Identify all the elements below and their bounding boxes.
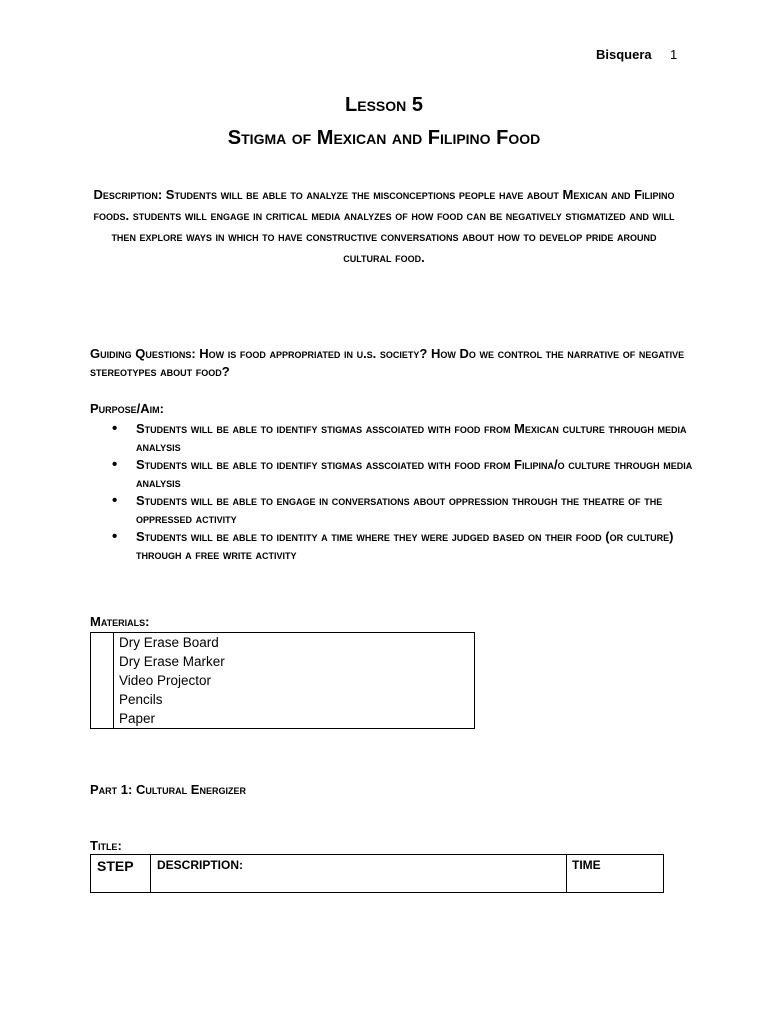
materials-item: Paper [119,711,156,726]
step-table-title-label: Title: [90,838,122,853]
materials-item: Dry Erase Marker [119,654,225,669]
materials-table [90,632,475,729]
lesson-subtitle: Stigma of Mexican and Filipino Food [227,127,541,149]
purpose-label: Purpose/Aim: [90,401,165,416]
materials-item: Video Projector [119,673,212,688]
purpose-item: • Students will be able to identify stigmas asscoiated with food from Mexican culture through media analysis [108,420,698,456]
materials-item: Dry Erase Board [119,635,219,650]
purpose-list [108,420,698,564]
purpose-item: • Students will be able to engage in conversations about oppression through the theatre of the oppressed activity [108,492,698,528]
table-divider [150,855,151,892]
purpose-item: • Students will be able to identify stigmas asscoiated with food from Filipina/o culture through media analysis [108,456,698,492]
time-column-header: TIME [572,858,601,872]
table-divider [566,855,567,892]
lesson-description: Description: Students will be able to analyze the misconceptions people have about Mexican and Filipino foods. students will engage in critical media analyzes of how food can be negatively stigmatized and will then explore ways in which to have constructive conversations about how to develop pride around cultural food. [93,187,675,265]
step-column-header: STEP [97,858,134,874]
guiding-questions: Guiding Questions: How is food appropriated in u.s. society? How Do we control the narrative of negative stereotypes about food? [90,346,685,379]
lesson-title: Lesson 5 [345,94,423,116]
materials-label: Materials: [90,614,150,629]
purpose-item: • Students will be able to identity a time where they were judged based on their food (or culture) through a free write activity [108,528,698,564]
table-divider [113,633,114,728]
step-table [90,854,664,893]
part1-heading: Part 1: Cultural Energizer [90,782,246,797]
materials-item: Pencils [119,692,163,707]
description-column-header: DESCRIPTION: [157,858,244,872]
header-author-name: Bisquera [596,47,652,62]
materials-list [119,633,225,728]
page-number: 1 [670,47,678,62]
